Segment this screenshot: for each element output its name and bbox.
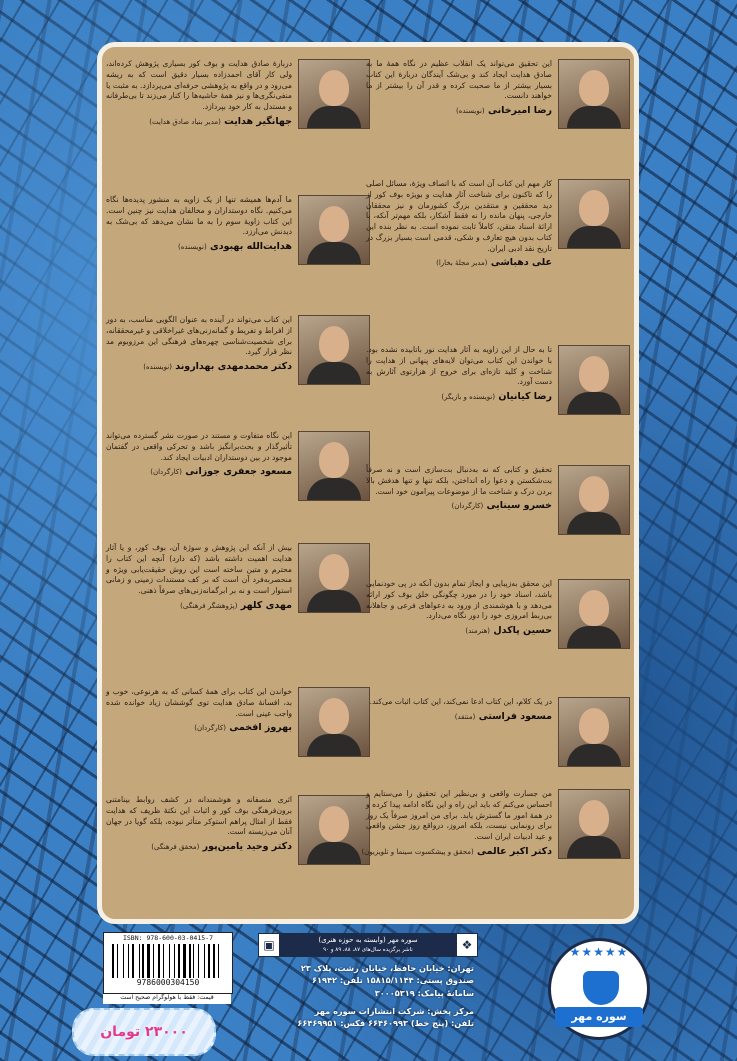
author-role: (هنرمند) — [465, 627, 491, 636]
address-line: صندوق پستی: ۱۵۸۱۵/۱۱۴۴ تلفن: ۶۱۹۴۲ — [311, 975, 474, 986]
endorsement-text — [366, 579, 552, 638]
publisher-header-text — [279, 934, 457, 956]
author-role: (مدیر مجلهٔ بخارا) — [436, 259, 488, 268]
endorsement-text — [106, 687, 292, 735]
publisher-logo-icon: ▣ — [259, 934, 279, 956]
barcode-bar — [119, 944, 122, 978]
barcode-bar — [198, 944, 199, 978]
price-text: ۲۳۰۰۰ تومان — [100, 1024, 188, 1040]
endorsement-text — [106, 795, 292, 854]
quote: خواندن این کتاب برای همهٔ کسانی که به هرنوعی، خوب و بد، افسانهٔ صادق هدایت توی گوششان زیاد خوانده شده واجب عینی است. — [106, 687, 292, 718]
portrait-photo — [298, 543, 370, 613]
isbn-barcode — [103, 932, 233, 994]
quote: این کتاب می‌تواند در آینده به عنوان الگویی مناسب، به دور از افراط و تفریط و گمانه‌زنی‌های غیراخلاقی و غیرمحققانه، برای شخصیت‌شناسی چهره‌های فرهنگی این مرزوبوم مد نظر قرار گیرد. — [106, 315, 292, 357]
author-name: رضا کیانیان — [498, 391, 552, 403]
barcode-bar — [163, 944, 164, 978]
barcode-bar — [169, 944, 170, 978]
barcode-bar — [218, 944, 219, 978]
endorsement-text — [106, 59, 292, 128]
quote: تحقیق و کتابی که نه به‌دنبال بت‌سازی است و نه صرفاً بت‌شکستن و دعوا راه انداختن، بلکه تنها و تنها هدفش بالا بردن درک و شناخت ما از موضوعات پیرامون خود است. — [366, 465, 552, 496]
author-role: (مدیر بنیاد صادق هدایت) — [149, 117, 221, 126]
signature — [366, 104, 552, 117]
portrait-photo — [558, 345, 630, 415]
author-name: علی دهباشی — [490, 257, 552, 269]
portrait-photo — [558, 579, 630, 649]
portrait-photo — [298, 315, 370, 385]
endorsement-text — [366, 179, 552, 270]
author-name: مسعود جعفری جوزانی — [185, 466, 292, 478]
barcode-bar — [183, 944, 186, 978]
publisher-logo-icon: ❖ — [457, 934, 477, 956]
portrait-photo — [298, 687, 370, 757]
signature — [106, 465, 292, 478]
portrait-photo — [558, 789, 630, 859]
portrait-photo — [298, 431, 370, 501]
barcode-bar — [112, 944, 114, 978]
barcode-bar — [153, 944, 154, 978]
author-role: (نویسنده و بازیگر) — [441, 393, 496, 402]
signature — [366, 390, 552, 403]
publisher-emblem — [548, 938, 650, 1040]
emblem-ribbon: سوره مهر — [555, 1007, 643, 1027]
author-role: (نویسنده) — [143, 363, 172, 372]
barcode-bar — [189, 944, 191, 978]
shield-icon — [583, 971, 619, 1005]
barcode-bar — [130, 944, 131, 978]
barcode-bar — [204, 944, 205, 978]
barcode-bar — [174, 944, 175, 978]
signature — [361, 845, 552, 858]
quote: دربارهٔ صادق هدایت و بوف کور بسیاری پژوهش کرده‌اند، ولی کار آقای احمدزاده بسیار دقیق است که به ریشه می‌رود و در واقع به پژوهشی حرفه‌ای می‌پردازد. به مثبت یا منفی‌نگری‌ها و نیز همهٔ حاشیه‌ها را کنار می‌زند تا بی‌طرفانه و مستدل به کار خود بپردازد. — [106, 59, 292, 112]
barcode-bar — [187, 944, 188, 978]
signature — [106, 360, 292, 373]
barcode-bar — [216, 944, 217, 978]
author-name: حسین پاکدل — [493, 625, 552, 637]
portrait-photo — [298, 795, 370, 865]
author-role: (کارگردان) — [451, 502, 484, 511]
barcode-bar — [220, 944, 223, 978]
barcode-bar — [181, 944, 182, 978]
endorsement-text — [361, 789, 552, 858]
barcode-bar — [147, 944, 150, 978]
barcode-bar — [145, 944, 146, 978]
endorsements-panel — [97, 42, 639, 924]
portrait-photo — [298, 59, 370, 129]
author-role: (کارگردان) — [150, 468, 182, 477]
barcode-bar — [178, 944, 180, 978]
author-name: دکتر اکبر عالمی — [477, 845, 552, 857]
author-name: جهانگیر هدایت — [224, 115, 292, 127]
barcode-bar — [117, 944, 118, 978]
barcode-bar — [125, 944, 127, 978]
endorsement-text — [106, 195, 292, 254]
author-role: (نویسنده) — [178, 243, 207, 252]
portrait-photo — [558, 697, 630, 767]
author-role: (نویسنده) — [455, 107, 485, 116]
barcode-bar — [208, 944, 210, 978]
signature — [366, 499, 552, 512]
portrait-photo — [298, 195, 370, 265]
price-sticker — [72, 1008, 216, 1056]
publisher-title: سوره مهر (وابسته به حوزه هنری) — [318, 936, 418, 944]
signature — [106, 840, 292, 853]
barcode-bar — [132, 944, 134, 978]
quote: من جسارت واقعی و بی‌نظیر این تحقیق را می‌ستایم و احساس می‌کنم که باید این راه و این نگاه ادامه پیدا کرده و در همهٔ امور ما گسترش یابد. برای من امروز صرفاً یک روز برای رونمایی نیست، بلکه امروز، درواقع روز جشن واقعی و عید ادبیات ایران است. — [366, 789, 552, 842]
barcode-bar — [135, 944, 138, 978]
signature — [106, 115, 292, 128]
barcode-icon — [112, 944, 224, 978]
author-role: (کارگردان) — [194, 724, 226, 733]
quote: این نگاه متفاوت و مستند در صورت نشر گسترده می‌تواند تأثیرگذار و بحث‌برانگیز باشد و تحرکی واقعی در گفتمان موجود در بین دوستداران ادبیات ایجاد کند. — [106, 431, 292, 462]
barcode-bar — [165, 944, 168, 978]
barcode-bar — [115, 944, 116, 978]
signature — [106, 721, 292, 734]
author-name: هدایت‌الله بهبودی — [210, 241, 292, 253]
endorsement-text — [366, 59, 552, 118]
publisher-address — [258, 962, 474, 1029]
isbn-label: ISBN: 978-600-03-0415-7 — [122, 934, 213, 942]
barcode-bar — [161, 944, 162, 978]
endorsement-text — [366, 465, 552, 513]
barcode-bar — [192, 944, 193, 978]
barcode-number: 9786000304150 — [136, 978, 200, 987]
quote: بیش از آنکه این پژوهش و سوژهٔ آن، بوف کور، و یا آثار هدایت اهمیت داشته باشد (که دارد) آنچه این کتاب را محترم و متین ساخته است این روش حقیقت‌یابی ویژه و منحصربه‌فرد آن است که بر کف مستندات زمینی و زمانی استوار است و نه بر ابرگمانه‌زنی‌های صرفاً ذهنی. — [106, 543, 292, 596]
address-line: مرکز پخش: شرکت انتشارات سوره مهر — [314, 1005, 474, 1016]
quote: این تحقیق می‌تواند یک انقلاب عظیم در نگاه همهٔ ما به صادق هدایت ایجاد کند و بی‌شک آیندگان دربارهٔ این کتاب بسیار بیشتر از ما صحبت کرده و قدر آن را بیشتر از ما خواهند دانست. — [366, 59, 552, 101]
barcode-bar — [158, 944, 160, 978]
barcode-bar — [155, 944, 157, 978]
quote: این محقق به‌زیبایی و ایجاز تمام بدون آنکه در پی خودنمایی باشد، اسناد خود را در مورد چگونگی خلق بوف کور ارائه می‌دهد و با هوشمندی از ورود به دعواهای فرعی و جاهلانه بی‌ربط امروزی خود را دور نگاه می‌دارد. — [366, 579, 552, 621]
quote: کار مهم این کتاب آن است که با اتصاف ویژهٔ، مسائل اصلی را که تاکنون برای شناخت آثار هدایت و بویژه بوف کور از دید محققین و منتقدین بزرگ کشورمان و نیز محققان خارجی، پنهان مانده را نه فقط آشکار، بلکه مهم‌تر آنکه، با ارائهٔ اسناد متقن، کاملاً ثابت نموده است. به نظر بنده این کتاب بدون هیچ تعارف و شکی، قدمی است بسیار بزرگ در تاریخ نقد ادبی ایران. — [366, 179, 552, 253]
price-note: قیمت: فقط با هولوگرام صحیح است — [103, 994, 231, 1004]
endorsement-text — [106, 315, 292, 374]
endorsement-text — [366, 697, 552, 723]
barcode-bar — [151, 944, 152, 978]
quote: ما آدم‌ها همیشه تنها از یک زاویه به منشور پدیده‌ها نگاه می‌کنیم. نگاه دوستداران و مخالفان هدایت نیز چنین است. این کتاب زاویهٔ سوم را به ما نشان می‌دهد که بی‌شک به دیدنش می‌ارزد. — [106, 195, 292, 237]
author-name: مسعود فراستی — [478, 710, 552, 722]
author-name: بهروز افخمی — [229, 722, 292, 734]
barcode-bar — [128, 944, 129, 978]
signature — [106, 599, 292, 612]
portrait-photo — [558, 59, 630, 129]
address-line: تلفن: (پنج خط) ۶۶۴۶۰۹۹۳ فکس: ۶۶۴۶۹۹۵۱ — [297, 1018, 474, 1029]
barcode-bar — [211, 944, 212, 978]
author-name: دکتر محمدمهدی بهداروند — [175, 361, 292, 373]
portrait-photo — [558, 179, 630, 249]
author-role: (پژوهشگر فرهنگی) — [180, 601, 238, 610]
barcode-bar — [139, 944, 140, 978]
endorsement-text — [106, 431, 292, 479]
signature — [366, 710, 552, 723]
endorsement-text — [106, 543, 292, 612]
barcode-bar — [142, 944, 144, 978]
signature — [106, 240, 292, 253]
endorsement-text — [366, 345, 552, 404]
author-name: خسرو سینایی — [486, 500, 552, 512]
stars-icon: ★★★★★ — [569, 945, 629, 959]
author-name: رضا امیرخانی — [487, 105, 552, 117]
publisher-subtitle: ناشر برگزیده سال‌های ۸۷، ۸۸، ۸۹ و ۹۰ — [323, 947, 413, 953]
barcode-bar — [206, 944, 207, 978]
quote: اثری منصفانه و هوشمندانه در کشف روابط بینامتنی برون‌فرهنگی بوف کور و اثبات این نکتهٔ ظریف که هدایت فقط از امثال پراهم استوکر متأثر نبوده، بلکه گویا در جهان آنان می‌زیسته است. — [106, 795, 292, 837]
barcode-bar — [200, 944, 203, 978]
author-name: مهدی کلهر — [240, 599, 292, 611]
barcode-bar — [176, 944, 177, 978]
author-role: (محقق و پیشکسوت سینما و تلویزیون) — [361, 847, 474, 856]
publisher-header — [258, 933, 478, 957]
quote: تا به حال از این زاویه به آثار هدایت نور باتابیده نشده بود. با خواندن این کتاب می‌توان لایه‌های پنهانی از هدایت را شناخت و کلید تازه‌ای برای خروج از هزارتوی آثارش به دست آورد. — [366, 345, 552, 387]
signature — [366, 624, 552, 637]
barcode-bar — [171, 944, 173, 978]
barcode-bar — [195, 944, 197, 978]
portrait-photo — [558, 465, 630, 535]
signature — [366, 256, 552, 269]
barcode-bar — [213, 944, 215, 978]
author-role: (محقق فرهنگی) — [151, 843, 200, 852]
author-name: دکتر وحید یامین‌پور — [202, 841, 292, 853]
quote: در یک کلام، این کتاب ادعا نمی‌کند، این کتاب اثبات می‌کند. — [369, 697, 552, 706]
barcode-bar — [193, 944, 194, 978]
barcode-bar — [140, 944, 141, 978]
barcode-bar — [123, 944, 124, 978]
address-line: سامانهٔ پیامک: ۳۰۰۰۵۳۱۹ — [374, 987, 474, 998]
address-line: تهران: خیابان حافظ، خیابان رشت، پلاک ۲۳ — [300, 963, 474, 973]
author-role: (منتقد) — [454, 712, 476, 721]
